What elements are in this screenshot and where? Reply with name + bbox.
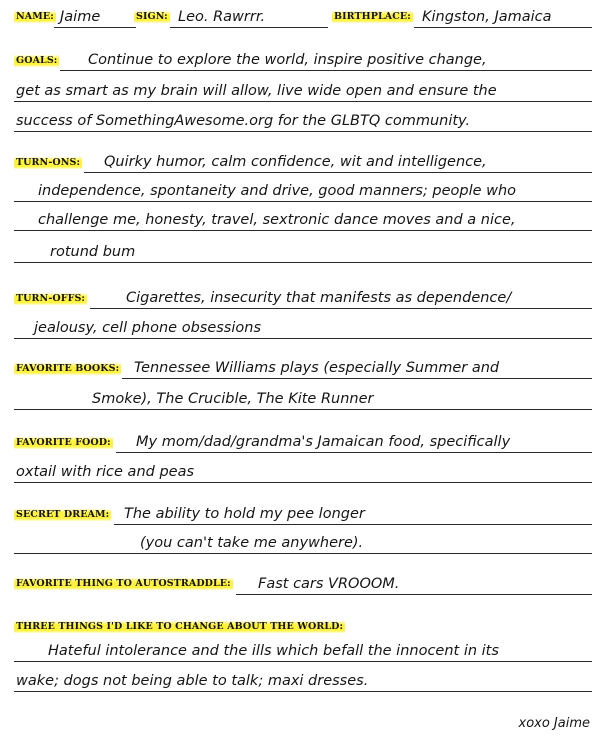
favorite-books-line-2	[14, 409, 592, 410]
favorite-food-line-1	[116, 452, 592, 453]
signoff: xoxo Jaime	[518, 716, 590, 731]
three-things-line-2	[14, 691, 592, 692]
favorite-autostraddle-label: FAVORITE THING TO AUTOSTRADDLE:	[16, 578, 231, 589]
favorite-autostraddle-text: Fast cars VROOOM.	[258, 576, 400, 592]
favorite-books-text-2: Smoke), The Crucible, The Kite Runner	[92, 391, 374, 407]
birthplace-label: BIRTHPLACE:	[334, 11, 411, 22]
three-things-line-1	[14, 661, 592, 662]
secret-dream-line-2	[14, 553, 592, 554]
favorite-food-text-1: My mom/dad/grandma's Jamaican food, specifically	[136, 434, 511, 450]
favorite-books-text-1: Tennessee Williams plays (especially Summer and	[134, 360, 500, 376]
sign-line	[170, 27, 328, 28]
goals-line-2	[14, 101, 592, 102]
turn-offs-label: TURN-OFFS:	[16, 293, 86, 304]
turn-ons-label: TURN-ONS:	[16, 157, 81, 168]
goals-text-3: success of SomethingAwesome.org for the GLBTQ community.	[16, 113, 471, 129]
secret-dream-line-1	[114, 524, 592, 525]
name-line	[54, 27, 136, 28]
favorite-books-line-1	[122, 378, 592, 379]
turn-ons-text-3: challenge me, honesty, travel, sextronic dance moves and a nice,	[38, 212, 516, 228]
favorite-books-label: FAVORITE BOOKS:	[16, 363, 120, 374]
name-value: Jaime	[60, 9, 101, 25]
turn-ons-line-3	[14, 230, 592, 231]
three-things-label: THREE THINGS I'D LIKE TO CHANGE ABOUT THE WORLD:	[16, 621, 344, 632]
goals-text-1: Continue to explore the world, inspire positive change,	[88, 52, 487, 68]
name-label: NAME:	[16, 11, 54, 22]
turn-offs-line-1	[90, 308, 592, 309]
three-things-text-2: wake; dogs not being able to talk; maxi dresses.	[16, 673, 369, 689]
secret-dream-text-2: (you can't take me anywhere).	[140, 535, 364, 551]
sign-label: SIGN:	[136, 11, 168, 22]
turn-ons-text-4: rotund bum	[50, 244, 136, 260]
goals-text-2: get as smart as my brain will allow, live wide open and ensure the	[16, 83, 497, 99]
turn-ons-line-2	[14, 201, 592, 202]
turn-offs-text-1: Cigarettes, insecurity that manifests as dependence/	[126, 290, 512, 306]
favorite-autostraddle-line	[236, 594, 592, 595]
turn-offs-text-2: jealousy, cell phone obsessions	[34, 320, 262, 336]
goals-label: GOALS:	[16, 55, 58, 66]
goals-line-3	[14, 131, 592, 132]
turn-ons-line-4	[14, 262, 592, 263]
turn-ons-text-1: Quirky humor, calm confidence, wit and intelligence,	[104, 154, 487, 170]
sign-value: Leo. Rawrrr.	[178, 9, 266, 25]
favorite-food-label: FAVORITE FOOD:	[16, 437, 111, 448]
three-things-text-1: Hateful intolerance and the ills which befall the innocent in its	[48, 643, 499, 659]
secret-dream-text-1: The ability to hold my pee longer	[124, 506, 365, 522]
birthplace-line	[414, 27, 592, 28]
secret-dream-label: SECRET DREAM:	[16, 509, 110, 520]
goals-line-1	[60, 70, 592, 71]
turn-ons-text-2: independence, spontaneity and drive, good manners; people who	[38, 183, 517, 199]
turn-offs-line-2	[14, 338, 592, 339]
turn-ons-line-1	[84, 172, 592, 173]
favorite-food-text-2: oxtail with rice and peas	[16, 464, 195, 480]
birthplace-value: Kingston, Jamaica	[422, 9, 552, 25]
favorite-food-line-2	[14, 482, 592, 483]
